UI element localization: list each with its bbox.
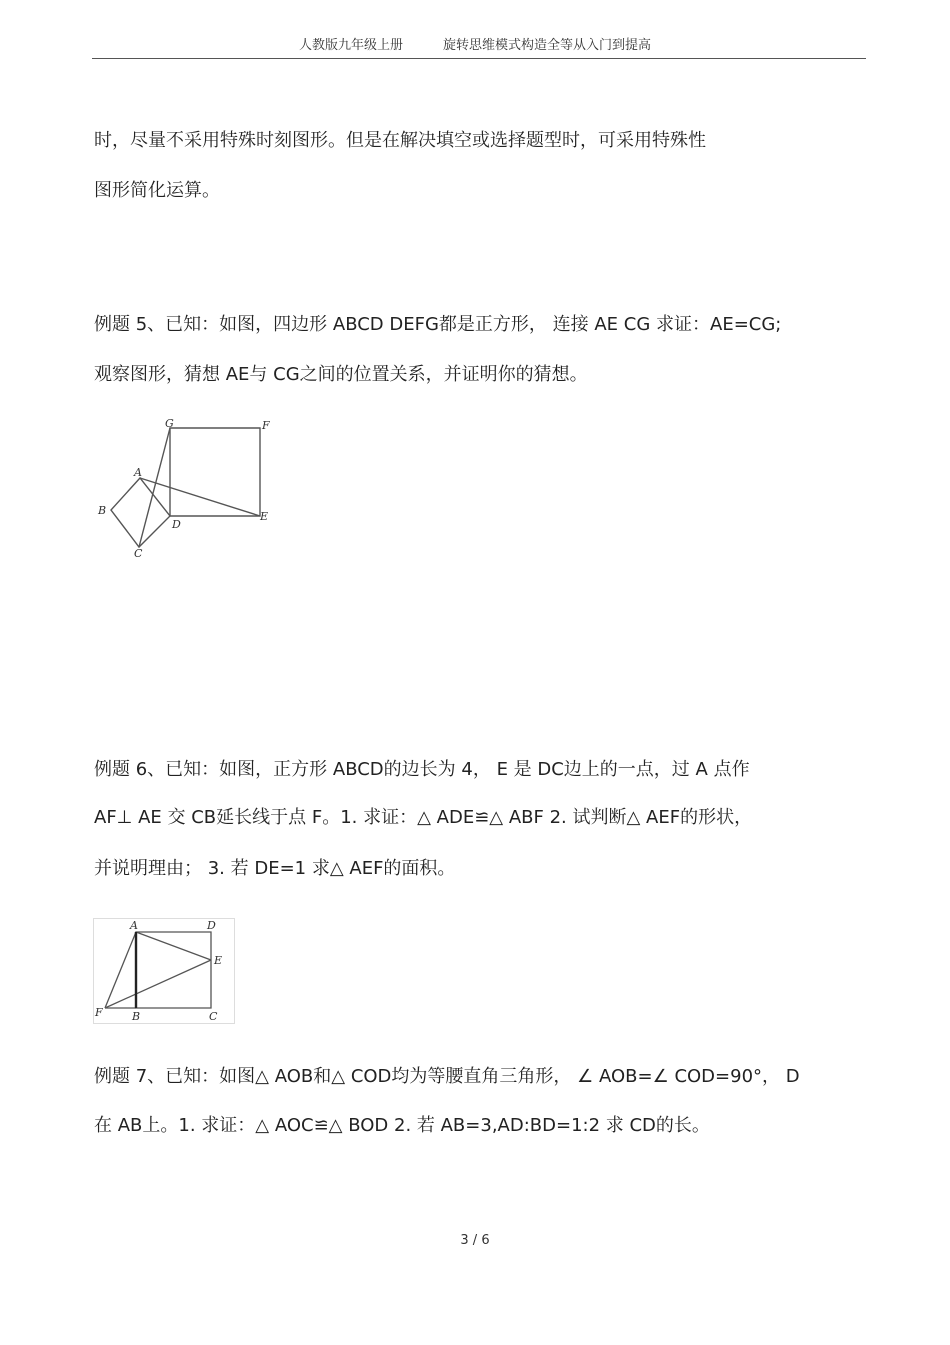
intro-line-2: 图形简化运算。 (94, 180, 220, 201)
header-book-title: 人教版九年级上册 (298, 38, 403, 53)
square-defg (170, 428, 260, 516)
example6-line-1: 例题 6、已知：如图，正方形 ABCD的边长为 4， E 是 DC边上的一点，过 A 点作 (94, 759, 750, 780)
label-c: C (134, 547, 143, 560)
segment-cg (139, 428, 170, 547)
example7-line-2: 在 AB上。1. 求证：△ AOC≌△ BOD 2. 若 AB=3,AD:BD=1:2 求 CD的长。 (94, 1115, 710, 1136)
label-g: G (165, 417, 174, 430)
label-f: F (95, 1006, 103, 1019)
page-header (0, 34, 950, 53)
example5-line-2: 观察图形，猜想 AE与 CG之间的位置关系，并证明你的猜想。 (94, 364, 588, 385)
label-e: E (260, 510, 269, 523)
square-abcd (111, 478, 170, 547)
label-c: C (209, 1010, 218, 1023)
label-d: D (207, 919, 216, 932)
header-divider (92, 58, 866, 59)
label-a: A (134, 466, 142, 479)
example5-figure (94, 415, 284, 565)
label-e: E (214, 954, 223, 967)
label-b: B (132, 1010, 141, 1023)
square-abcd (136, 932, 211, 1008)
segment-ae (140, 478, 260, 516)
label-b: B (98, 504, 107, 517)
example7-line-1: 例题 7、已知：如图△ AOB和△ COD均为等腰直角三角形， ∠ AOB=∠ COD=90°， D (94, 1066, 800, 1087)
example6-line-3: 并说明理由； 3. 若 DE=1 求△ AEF的面积。 (94, 858, 456, 879)
label-a: A (130, 919, 138, 932)
intro-line-1: 时，尽量不采用特殊时刻图形。但是在解决填空或选择题型时，可采用特殊性 (94, 130, 706, 151)
segment-fe (105, 960, 211, 1008)
page-number: 3 / 6 (460, 1233, 490, 1248)
example6-line-2: AF⊥ AE 交 CB延长线于点 F。1. 求证：△ ADE≌△ ABF 2. 试判断△ AEF的形状， (94, 807, 753, 828)
header-topic-title: 旋转思维模式构造全等从入门到提高 (443, 38, 652, 53)
label-f: F (262, 419, 270, 432)
example6-figure (93, 918, 235, 1024)
label-d: D (172, 518, 181, 531)
segment-ae (136, 932, 211, 960)
example5-line-1: 例题 5、已知：如图，四边形 ABCD DEFG都是正方形， 连接 AE CG 求证：AE=CG; (94, 314, 782, 335)
